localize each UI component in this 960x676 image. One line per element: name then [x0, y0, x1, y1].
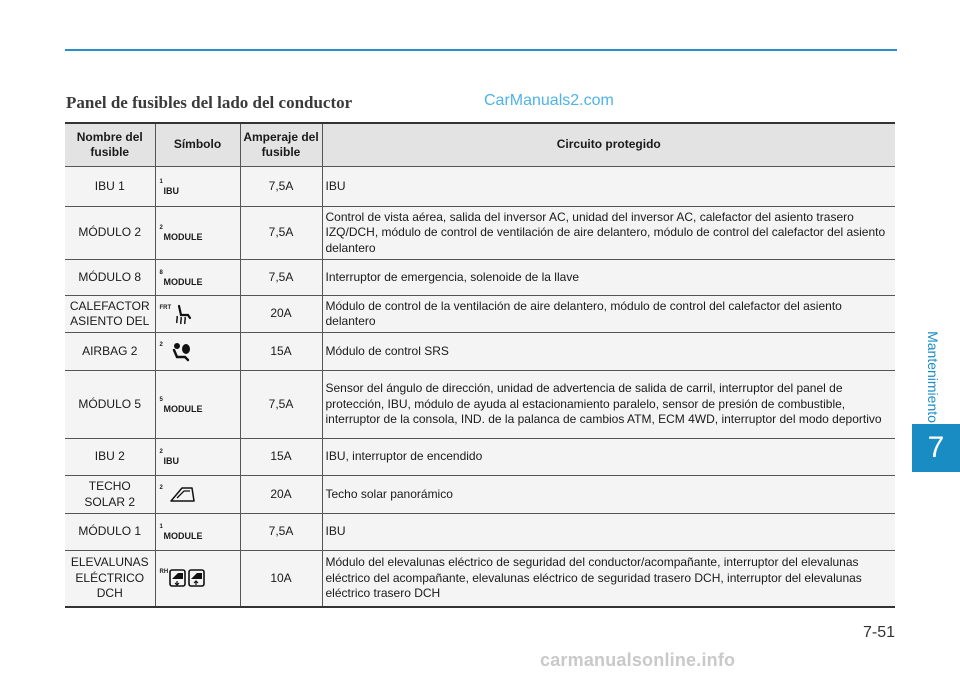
- fuse-name: CALEFACTOR ASIENTO DEL: [65, 296, 155, 333]
- chapter-side-label: Mantenimiento: [925, 331, 941, 423]
- table-row: [65, 514, 895, 551]
- fuse-symbol: RH: [155, 551, 240, 607]
- fuse-circuit: Sensor del ángulo de dirección, unidad de advertencia de salida de carril, interruptor del panel de protección, IBU, módulo de ayuda al estacionamiento paralelo, sensor de presión de combustible, interruptor de la consola, IND. de la palanca de cambios ATM, ECM 4WD, interruptor del modo deportivo: [322, 371, 895, 439]
- fuse-symbol: 1 $_{IBU}$: [155, 167, 240, 207]
- fuse-name: IBU 2: [65, 439, 155, 476]
- fuse-symbol: 5 $_{MODULE}$: [155, 371, 240, 439]
- fuse-amperage: 20A: [240, 476, 322, 514]
- power-window-icon: [168, 567, 206, 589]
- fuse-symbol: 2 $_{MODULE}$: [155, 207, 240, 260]
- section-title: Panel de fusibles del lado del conductor: [66, 93, 353, 112]
- fuse-name: MÓDULO 8: [65, 260, 155, 296]
- fuse-name: MÓDULO 1: [65, 514, 155, 551]
- fuse-amperage: 10A: [240, 551, 322, 607]
- table-row: [65, 333, 895, 371]
- header-amperage: Amperaje del fusible: [240, 123, 322, 167]
- fuse-name: ELEVALUNAS ELÉCTRICO DCH: [65, 551, 155, 607]
- table-header-row: [65, 123, 895, 167]
- fuse-symbol: 1 $_{MODULE}$: [155, 514, 240, 551]
- table-row: [65, 476, 895, 514]
- fuse-circuit: Módulo de control de la ventilación de aire delantero, módulo de control del calefactor del asiento delantero: [322, 296, 895, 333]
- sunroof-icon: [168, 483, 198, 505]
- fuse-symbol: 2 $_{IBU}$: [155, 439, 240, 476]
- fuse-name: TECHO SOLAR 2: [65, 476, 155, 514]
- fuse-symbol: 2: [155, 476, 240, 514]
- fuse-name: MÓDULO 5: [65, 371, 155, 439]
- fuse-circuit: Techo solar panorámico: [322, 476, 895, 514]
- airbag-icon: [168, 340, 194, 362]
- chapter-tab: 7: [912, 424, 960, 472]
- table-row: [65, 439, 895, 476]
- table-row: [65, 207, 895, 260]
- fuse-amperage: 7,5A: [240, 207, 322, 260]
- top-rule: [65, 49, 897, 51]
- fuse-circuit: IBU: [322, 167, 895, 207]
- page-number: 7-51: [862, 624, 895, 641]
- fuse-symbol: 8 $_{MODULE}$: [155, 260, 240, 296]
- seat-heater-icon: [168, 303, 194, 325]
- header-symbol: Símbolo: [155, 123, 240, 167]
- fuse-amperage: 7,5A: [240, 260, 322, 296]
- fuse-amperage: 20A: [240, 296, 322, 333]
- fuse-circuit: Control de vista aérea, salida del inversor AC, unidad del inversor AC, calefactor del asiento trasero IZQ/DCH, módulo de control de ventilación de aire delantero, módulo de control del calefactor del asiento delantero: [322, 207, 895, 260]
- table-row: [65, 296, 895, 333]
- fuse-symbol: FRT: [155, 296, 240, 333]
- watermark: CarManuals2.com: [484, 92, 614, 109]
- fuse-symbol: 2: [155, 333, 240, 371]
- fuse-circuit: Módulo del elevalunas eléctrico de seguridad del conductor/acompañante, interruptor del elevalunas eléctrico del acompañante, elevalunas eléctrico de seguridad trasero DCH, interruptor del elevalunas eléctrico trasero DCH: [322, 551, 895, 607]
- table-row: [65, 167, 895, 207]
- table-row: [65, 551, 895, 607]
- table-row: [65, 371, 895, 439]
- header-circuit: Circuito protegido: [322, 123, 895, 167]
- header-fuse-name: Nombre del fusible: [65, 123, 155, 167]
- fuse-circuit: IBU, interruptor de encendido: [322, 439, 895, 476]
- table-row: [65, 260, 895, 296]
- fuse-amperage: 7,5A: [240, 167, 322, 207]
- fuse-table: [65, 122, 895, 608]
- fuse-amperage: 15A: [240, 333, 322, 371]
- fuse-name: IBU 1: [65, 167, 155, 207]
- fuse-circuit: Interruptor de emergencia, solenoide de la llave: [322, 260, 895, 296]
- fuse-name: AIRBAG 2: [65, 333, 155, 371]
- fuse-amperage: 7,5A: [240, 514, 322, 551]
- footer-site-mark: carmanualsonline.info: [540, 650, 736, 670]
- fuse-circuit: Módulo de control SRS: [322, 333, 895, 371]
- fuse-circuit: IBU: [322, 514, 895, 551]
- fuse-amperage: 7,5A: [240, 371, 322, 439]
- fuse-name: MÓDULO 2: [65, 207, 155, 260]
- fuse-amperage: 15A: [240, 439, 322, 476]
